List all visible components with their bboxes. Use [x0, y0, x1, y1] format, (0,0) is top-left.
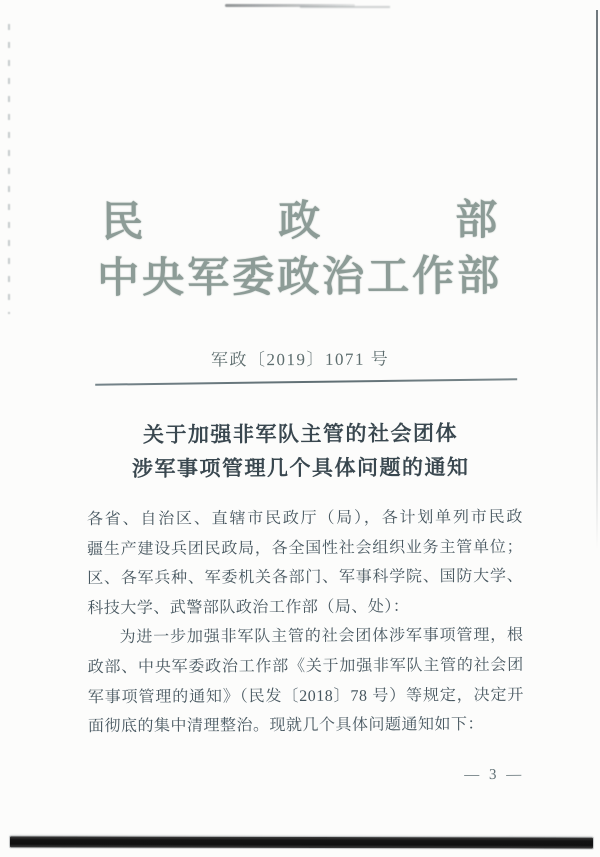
letterhead-char: 部 [455, 197, 498, 245]
body-line: 政部、中央军委政治工作部《关于加强非军队主管的社会团体涉 [87, 656, 524, 677]
body-line: 科技大学、武警部队政治工作部（局、处）： [87, 598, 410, 617]
document-title-line-1: 关于加强非军队主管的社会团体 [142, 421, 459, 447]
scan-artifact-top-smudge-faint [300, 6, 390, 8]
body-line: 区、各军兵种、军委机关各部门、军事科学院、国防大学、国防 [87, 568, 524, 588]
document-title-line-2: 涉军事项管理几个具体问题的通知 [131, 455, 470, 481]
body-line: 面彻底的集中清理整治。现就几个具体问题通知如下： [87, 716, 485, 736]
body-line: 为进一步加强非军队主管的社会团体涉军事项管理，根据民 [119, 627, 524, 647]
letterhead-char: 民 [101, 199, 144, 247]
body-line: 疆生产建设兵团民政局，各全国性社会组织业务主管单位；各战 [87, 538, 524, 558]
document-title [0, 415, 600, 486]
scan-artifact-bottom-bar [10, 836, 593, 848]
scan-artifact-right-edge [596, 10, 598, 550]
document-body [87, 503, 524, 742]
letterhead [92, 195, 507, 305]
document-number: 军政〔2019〕1071 号 [210, 349, 390, 370]
letterhead-issuer-2: 中央军委政治工作部 [97, 253, 503, 303]
letterhead-divider-rule [95, 378, 517, 386]
scan-artifact-left-edge [8, 24, 10, 314]
letterhead-char: 政 [278, 198, 321, 246]
page-number: — 3 — [464, 766, 525, 784]
body-line: 军事项管理的通知》（民发〔2018〕78 号）等规定，决定开展一次全 [87, 686, 524, 706]
body-line: 各省、自治区、直辖市民政厅（局），各计划单列市民政局，新 [86, 508, 523, 529]
letterhead-issuer-1 [92, 195, 506, 249]
